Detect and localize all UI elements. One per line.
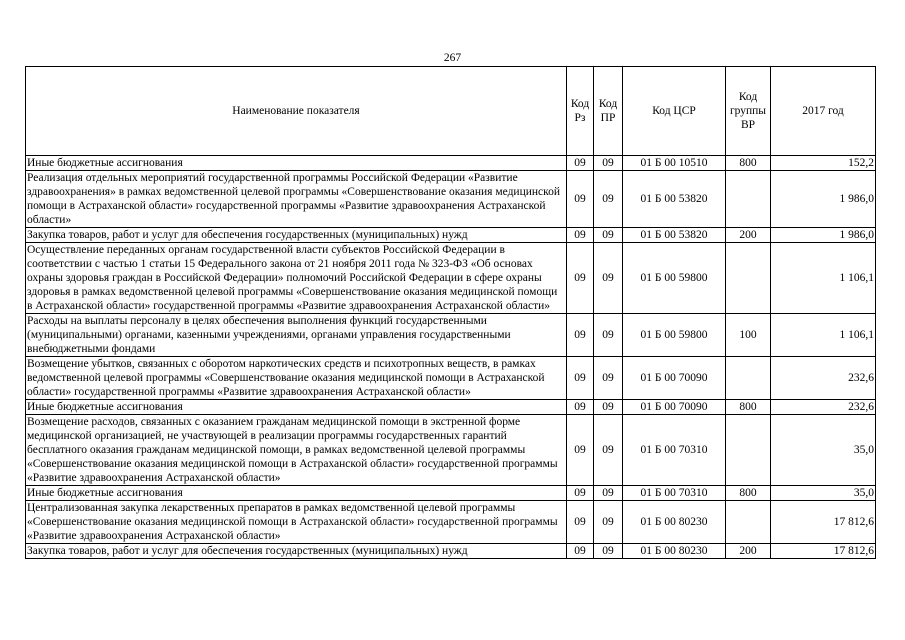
row-csr: 01 Б 00 59800 [623,243,726,314]
header-rz [567,67,594,156]
row-vr [726,357,771,400]
row-amount: 1 986,0 [771,171,876,228]
row-csr: 01 Б 00 59800 [623,314,726,357]
row-vr: 800 [726,486,771,501]
row-pr: 09 [594,415,623,486]
header-vr-line3: ВР [740,119,756,131]
table-row [26,486,876,501]
row-name: Осуществление переданных органам государственной власти субъектов Российской Федерации в соответствии с частью 1 статьи 15 Федерального закона от 21 ноября 2011 года № 323-ФЗ «Об основах охраны здоровья граждан в Российской Федерации» полномочий Российской Федерации в сфере охраны здоровья в рамках ведомственной целевой программы «Совершенствование оказания медицинской помощи в Астраханской области» государственной программы «Развитие здравоохранения Астраханской области» [26,243,567,314]
row-csr: 01 Б 00 10510 [623,156,726,171]
row-pr: 09 [594,228,623,243]
row-pr: 09 [594,156,623,171]
row-rz: 09 [567,501,594,544]
row-rz: 09 [567,400,594,415]
row-pr: 09 [594,314,623,357]
row-amount: 1 106,1 [771,243,876,314]
row-name: Расходы на выплаты персоналу в целях обеспечения выполнения функций государственными (муниципальными) органами, казенными учреждениями, органами управления государственными внебюджетными фондами [26,314,567,357]
row-csr: 01 Б 00 80230 [623,544,726,559]
row-pr: 09 [594,486,623,501]
row-amount: 35,0 [771,486,876,501]
table-row [26,171,876,228]
row-rz: 09 [567,357,594,400]
row-pr: 09 [594,243,623,314]
row-amount: 232,6 [771,400,876,415]
row-vr [726,171,771,228]
budget-table [25,66,876,559]
table-row [26,243,876,314]
table-row [26,415,876,486]
table-row [26,156,876,171]
row-vr: 200 [726,228,771,243]
row-pr: 09 [594,501,623,544]
row-name: Реализация отдельных мероприятий государственной программы Российской Федерации «Развитие здравоохранения» в рамках ведомственной целевой программы «Совершенствование оказания медицинской помощи в Астраханской области» государственной программы «Развитие здравоохранения Астраханской области» [26,171,567,228]
row-rz: 09 [567,486,594,501]
row-csr: 01 Б 00 70090 [623,357,726,400]
row-rz: 09 [567,314,594,357]
table-row [26,501,876,544]
header-rz-line2: Рз [574,112,586,124]
row-amount: 17 812,6 [771,544,876,559]
row-amount: 152,2 [771,156,876,171]
row-name: Централизованная закупка лекарственных препаратов в рамках ведомственной целевой программы «Совершенствование оказания медицинской помощи в Астраханской области» государственной программы «Развитие здравоохранения Астраханской области» [26,501,567,544]
header-vr [726,67,771,156]
row-amount: 35,0 [771,415,876,486]
row-csr: 01 Б 00 53820 [623,228,726,243]
row-name: Закупка товаров, работ и услуг для обеспечения государственных (муниципальных) нужд [26,544,567,559]
row-vr [726,415,771,486]
table-header-row [26,67,876,156]
table-row [26,400,876,415]
header-vr-line1: Код [738,91,758,103]
row-amount: 1 106,1 [771,314,876,357]
row-vr: 100 [726,314,771,357]
row-vr: 800 [726,156,771,171]
row-vr [726,243,771,314]
table-row [26,228,876,243]
row-rz: 09 [567,544,594,559]
header-pr-line1: Код [598,98,618,110]
row-csr: 01 Б 00 70310 [623,415,726,486]
row-vr: 200 [726,544,771,559]
row-pr: 09 [594,544,623,559]
row-amount: 232,6 [771,357,876,400]
row-amount: 17 812,6 [771,501,876,544]
table-row [26,544,876,559]
row-pr: 09 [594,400,623,415]
row-name: Иные бюджетные ассигнования [26,400,567,415]
row-csr: 01 Б 00 53820 [623,171,726,228]
header-rz-line1: Код [570,98,590,110]
header-vr-line2: группы [729,105,767,117]
row-rz: 09 [567,228,594,243]
row-rz: 09 [567,171,594,228]
page-number: 267 [443,52,462,64]
header-year: 2017 год [771,67,876,156]
row-vr [726,501,771,544]
table-row [26,357,876,400]
row-rz: 09 [567,415,594,486]
row-csr: 01 Б 00 70090 [623,400,726,415]
row-pr: 09 [594,357,623,400]
row-csr: 01 Б 00 80230 [623,501,726,544]
row-rz: 09 [567,156,594,171]
row-pr: 09 [594,171,623,228]
table-row [26,314,876,357]
row-csr: 01 Б 00 70310 [623,486,726,501]
row-name: Иные бюджетные ассигнования [26,486,567,501]
row-vr: 800 [726,400,771,415]
row-name: Возмещение расходов, связанных с оказанием гражданам медицинской помощи в экстренной форме медицинской организацией, не участвующей в реализации программы государственных гарантий бесплатного оказания гражданам медицинской помощи, в рамках ведомственной целевой программы «Совершенствование оказания медицинской помощи в Астраханской области» государственной программы «Развитие здравоохранения Астраханской области» [26,415,567,486]
header-name: Наименование показателя [26,67,567,156]
header-csr: Код ЦСР [623,67,726,156]
row-name: Возмещение убытков, связанных с оборотом наркотических средств и психотропных веществ, в рамках ведомственной целевой программы «Совершенствование оказания медицинской помощи в Астраханской области» государственной программы «Развитие здравоохранения Астраханской области» [26,357,567,400]
header-pr [594,67,623,156]
row-amount: 1 986,0 [771,228,876,243]
row-name: Иные бюджетные ассигнования [26,156,567,171]
header-pr-line2: ПР [600,112,616,124]
row-name: Закупка товаров, работ и услуг для обеспечения государственных (муниципальных) нужд [26,228,567,243]
row-rz: 09 [567,243,594,314]
